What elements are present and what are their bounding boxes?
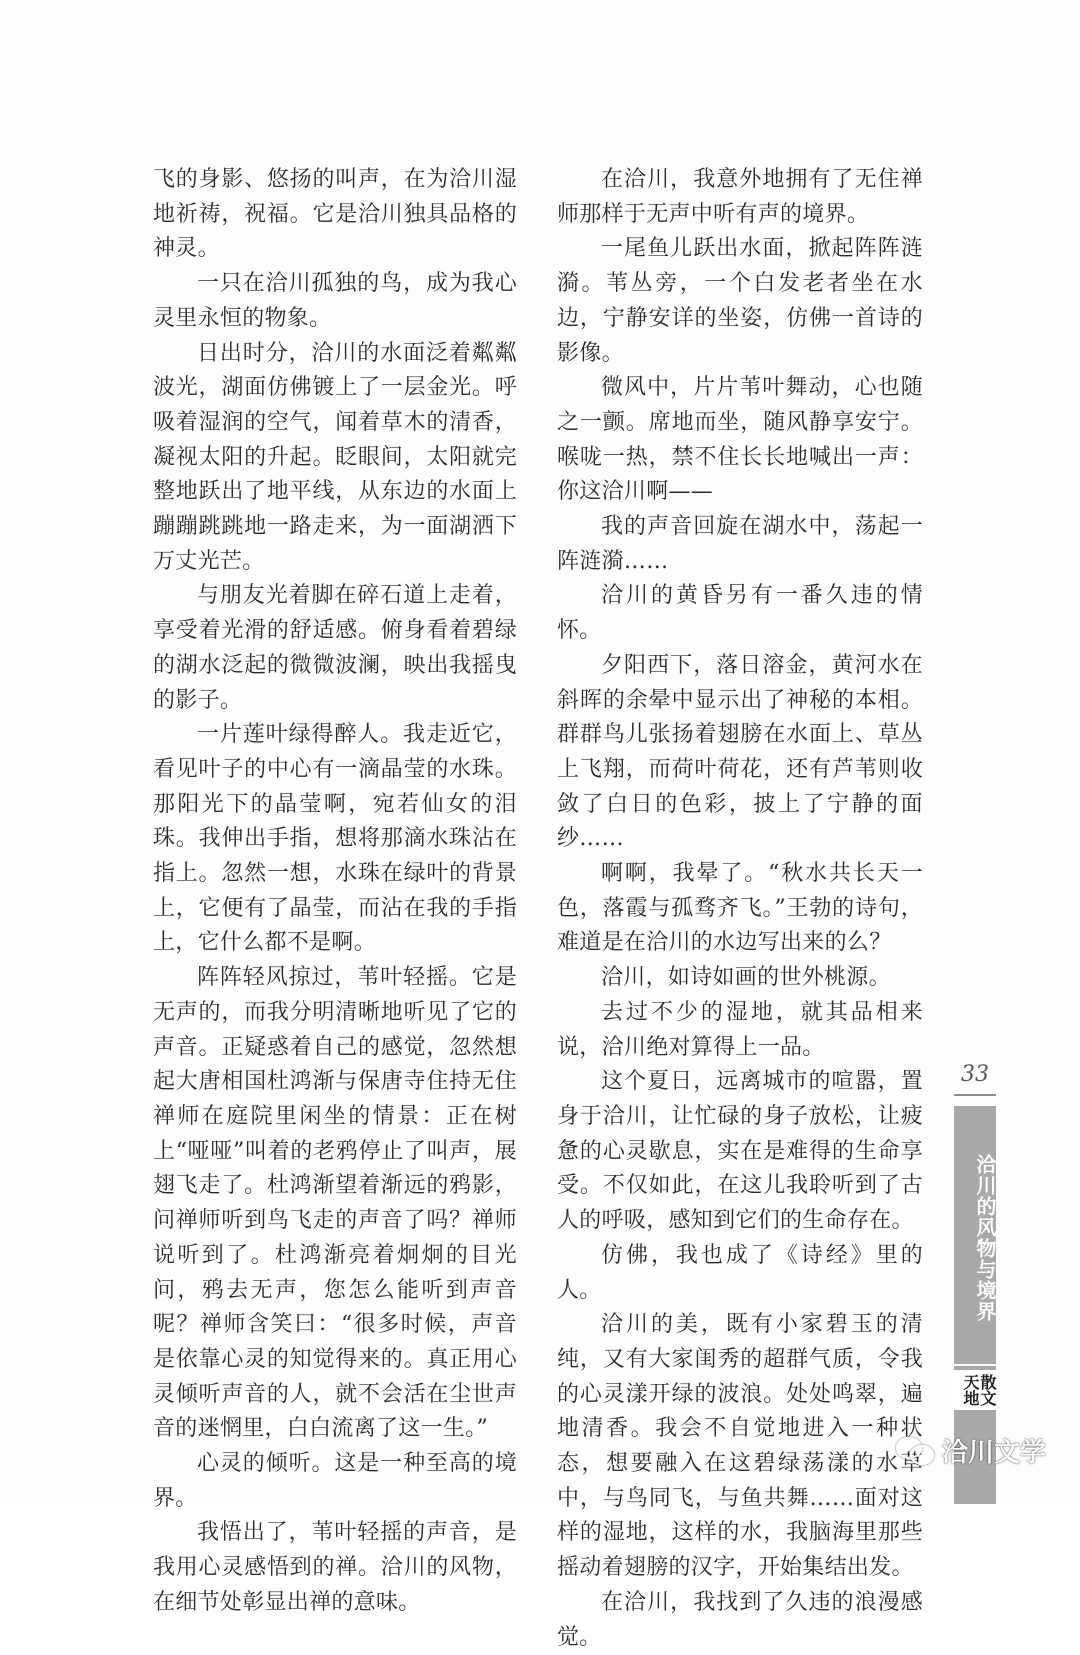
paragraph: 一片莲叶绿得醉人。我走近它，看见叶子的中心有一滴晶莹的水珠。那阳光下的晶莹啊，宛若仙女的泪珠。我伸出手指，想将那滴水珠沾在指上。忽然一想，水珠在绿叶的背景上，它便有了晶莹，而沾在我的手指上，它什么都不是啊。 [153,722,517,956]
paragraph: 一只在洽川孤独的鸟，成为我心灵里永恒的物象。 [153,271,517,331]
paragraph: 心灵的倾听。这是一种至高的境界。 [153,1451,517,1511]
series-title-tab [954,1106,996,1364]
paragraph: 这个夏日，远离城市的喧嚣，置身于洽川，让忙碌的身子放松，让疲惫的心灵歇息，实在是难得的生命享受。不仅如此，在这儿我聆听到了古人的呼吸，感知到它们的生命存在。 [557,1069,923,1234]
paragraph: 我的声音回旋在湖水中，荡起一阵涟漪…… [557,514,923,574]
left-text-column [153,163,517,1621]
right-text-column [557,163,923,1655]
paragraph: 洽川，如诗如画的世外桃源。 [601,965,891,991]
section-label: 散文天地 [954,1370,996,1410]
paragraph: 日出时分，洽川的水面泛着粼粼波光，湖面仿佛镀上了一层金光。呼吸着湿润的空气，闻着草木的清香，凝视太阳的升起。眨眼间，太阳就完整地跃出了地平线，从东边的水面上蹦蹦跳跳地一路走来，为一面湖洒下万丈光芒。 [153,340,517,574]
watermark [896,1430,1046,1470]
paragraph: 洽川的美，既有小家碧玉的清纯，又有大家闺秀的超群气质，令我的心灵漾开绿的波浪。处处鸣翠，遍地清香。我会不自觉地进入一种状态，想要融入在这碧绿荡漾的水草中，与鸟同飞，与鱼共舞……面对这样的湿地，这样的水，我脑海里那些摇动着翅膀的汉字，开始集结出发。 [557,1312,923,1581]
paragraph: 去过不少的湿地，就其品相来说，洽川绝对算得上一品。 [557,999,923,1060]
paragraph: 飞的身影、悠扬的叫声，在为洽川湿地祈祷，祝福。它是洽川独具品格的神灵。 [153,167,517,262]
paragraph: 阵阵轻风掠过，苇叶轻摇。它是无声的，而我分明清晰地听见了它的声音。正疑惑着自己的感觉，忽然想起大唐相国杜鸿渐与保唐寺住持无住禅师在庭院里闲坐的情景：正在树上“哑哑”叫着的老鸦停止了叫声，展翅飞走了。杜鸿渐望着渐远的鸦影，问禅师听到鸟飞走的声音了吗？禅师说听到了。杜鸿渐亮着炯炯的目光问，鸦去无声，您怎么能听到声音呢？禅师含笑曰：“很多时候，声音是依靠心灵的知觉得来的。真正用心灵倾听声音的人，就不会活在尘世声音的迷惘里，白白流离了这一生。” [153,965,517,1442]
paragraph: 夕阳西下，落日溶金，黄河水在斜晖的余晕中显示出了神秘的本相。群群鸟儿张扬着翅膀在水面上、草丛上飞翔，而荷叶荷花，还有芦苇则收敛了白日的色彩，披上了宁静的面纱…… [557,652,923,852]
paragraph: 洽川的黄昏另有一番久违的情怀。 [557,583,923,644]
paragraph: 一尾鱼儿跃出水面，掀起阵阵涟漪。苇丛旁，一个白发老者坐在水边，宁静安详的坐姿，仿佛一首诗的影像。 [557,236,923,366]
wechat-icon [896,1435,934,1465]
paragraph: 我悟出了，苇叶轻摇的声音，是我用心灵感悟到的禅。洽川的风物，在细节处彰显出禅的意味。 [153,1520,517,1615]
paragraph: 在洽川，我找到了久违的浪漫感觉。 [557,1589,923,1650]
series-title: 洽川的风物与境界 [973,1154,997,1322]
page-number: 33 [961,1062,989,1087]
paragraph: 微风中，片片苇叶舞动，心也随之一颤。席地而坐，随风静享安宁。喉咙一热，禁不住长长地喊出一声：你这洽川啊—— [557,375,923,505]
paragraph: 仿佛，我也成了《诗经》里的人。 [557,1242,923,1303]
watermark-text: 洽川文学 [942,1437,1047,1468]
paragraph: 与朋友光着脚在碎石道上走着，享受着光滑的舒适感。俯身看着碧绿的湖水泛起的微微波澜，映出我摇曳的影子。 [153,583,517,713]
page-number-divider [954,1094,996,1096]
paragraph: 啊啊，我晕了。“秋水共长天一色，落霞与孤骛齐飞。”王勃的诗句，难道是在洽川的水边写出来的么？ [557,861,923,956]
paragraph: 在洽川，我意外地拥有了无住禅师那样于无声中听有声的境界。 [557,167,923,227]
